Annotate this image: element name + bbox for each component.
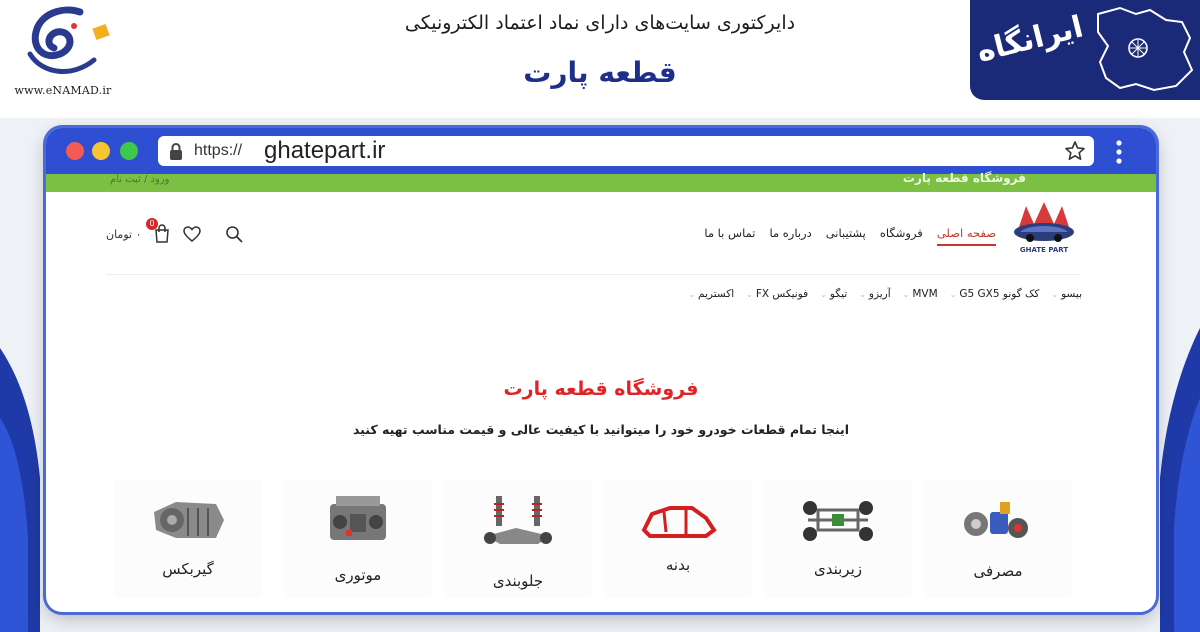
- nav-shop[interactable]: فروشگاه: [879, 226, 923, 240]
- url-domain: ghatepart.ir: [264, 137, 386, 164]
- browser-window: [46, 128, 1156, 612]
- brand-item[interactable]: اکستریم⌄: [688, 288, 735, 300]
- logo-text: GHATE PART: [1019, 246, 1069, 254]
- top-strip-text: فروشگاه قطعه پارت: [902, 171, 1026, 185]
- top-announcement-bar: [46, 171, 1156, 192]
- irangah-logo-text: ایرانگاه: [973, 9, 1087, 70]
- category-card-body[interactable]: [604, 480, 752, 598]
- nav-home[interactable]: صفحه اصلی: [937, 226, 996, 246]
- front-suspension-icon: [476, 490, 560, 554]
- category-label: گیربکس: [162, 560, 214, 578]
- header-divider: [106, 274, 1081, 275]
- car-brand-menu: [686, 288, 1082, 306]
- enamad-url: www.eNAMAD.ir: [14, 84, 112, 97]
- search-icon[interactable]: [224, 224, 244, 244]
- enamad-badge[interactable]: [6, 4, 118, 100]
- cart-count-badge: 0: [146, 218, 158, 230]
- brand-item[interactable]: بیسو⌄: [1051, 288, 1082, 300]
- car-body-icon: [636, 490, 720, 550]
- category-card-gearbox[interactable]: [114, 480, 262, 598]
- browser-menu-icon[interactable]: [1114, 139, 1124, 165]
- category-label: مصرفی: [973, 562, 1023, 580]
- category-card-front-suspension[interactable]: [444, 480, 592, 598]
- wishlist-heart-icon[interactable]: [182, 224, 202, 244]
- bookmark-star-icon[interactable]: [1064, 140, 1086, 162]
- chassis-frame-icon: [796, 490, 880, 550]
- nav-contact[interactable]: تماس با ما: [704, 226, 756, 240]
- brand-item[interactable]: کک گونو G5 GX5⌄: [949, 288, 1040, 300]
- maximize-window-button[interactable]: [120, 142, 138, 160]
- header-tools: [106, 219, 246, 248]
- site-name-title: قطعه پارت: [523, 56, 677, 89]
- close-window-button[interactable]: [66, 142, 84, 160]
- nav-about[interactable]: درباره ما: [769, 226, 812, 240]
- category-label: جلوبندی: [492, 572, 544, 590]
- category-label: موتوری: [334, 566, 382, 584]
- brand-item[interactable]: تیگو⌄: [820, 288, 848, 300]
- category-card-engine[interactable]: [284, 480, 432, 598]
- main-navigation: [706, 226, 996, 246]
- engine-icon: [316, 490, 400, 550]
- browser-toolbar: [46, 128, 1156, 174]
- brand-item[interactable]: MVM⌄: [902, 288, 938, 300]
- enamad-logo-icon: [10, 4, 114, 82]
- irangah-logo[interactable]: [970, 0, 1200, 100]
- brand-item[interactable]: آریزو⌄: [859, 288, 891, 300]
- minimize-window-button[interactable]: [92, 142, 110, 160]
- nav-support[interactable]: پشتیبانی: [825, 226, 866, 240]
- category-label: زیربندی: [813, 560, 862, 578]
- hero-subtitle: اینجا تمام قطعات خودرو خود را میتوانید با کیفیت عالی و قیمت مناسب تهیه کنید: [352, 422, 850, 437]
- ghatepart-logo[interactable]: [1004, 200, 1084, 254]
- directory-header: [0, 0, 1200, 118]
- lock-icon: [168, 142, 184, 160]
- url-protocol: https://: [194, 142, 243, 159]
- cart-total[interactable]: ۰ تومان: [106, 228, 142, 241]
- consumable-parts-icon: [956, 490, 1040, 550]
- directory-title: دایرکتوری سایت‌های دارای نماد اعتماد الکترونیکی: [404, 12, 796, 34]
- category-card-chassis[interactable]: [764, 480, 912, 598]
- category-label: بدنه: [665, 556, 691, 574]
- address-bar[interactable]: [158, 136, 1094, 166]
- brand-item[interactable]: فونیکس FX⌄: [746, 288, 809, 300]
- category-card-consumables[interactable]: [924, 480, 1072, 598]
- hero-title: فروشگاه قطعه پارت: [503, 378, 699, 400]
- login-register-link[interactable]: ورود / ثبت نام: [110, 174, 170, 185]
- gearbox-icon: [146, 490, 230, 550]
